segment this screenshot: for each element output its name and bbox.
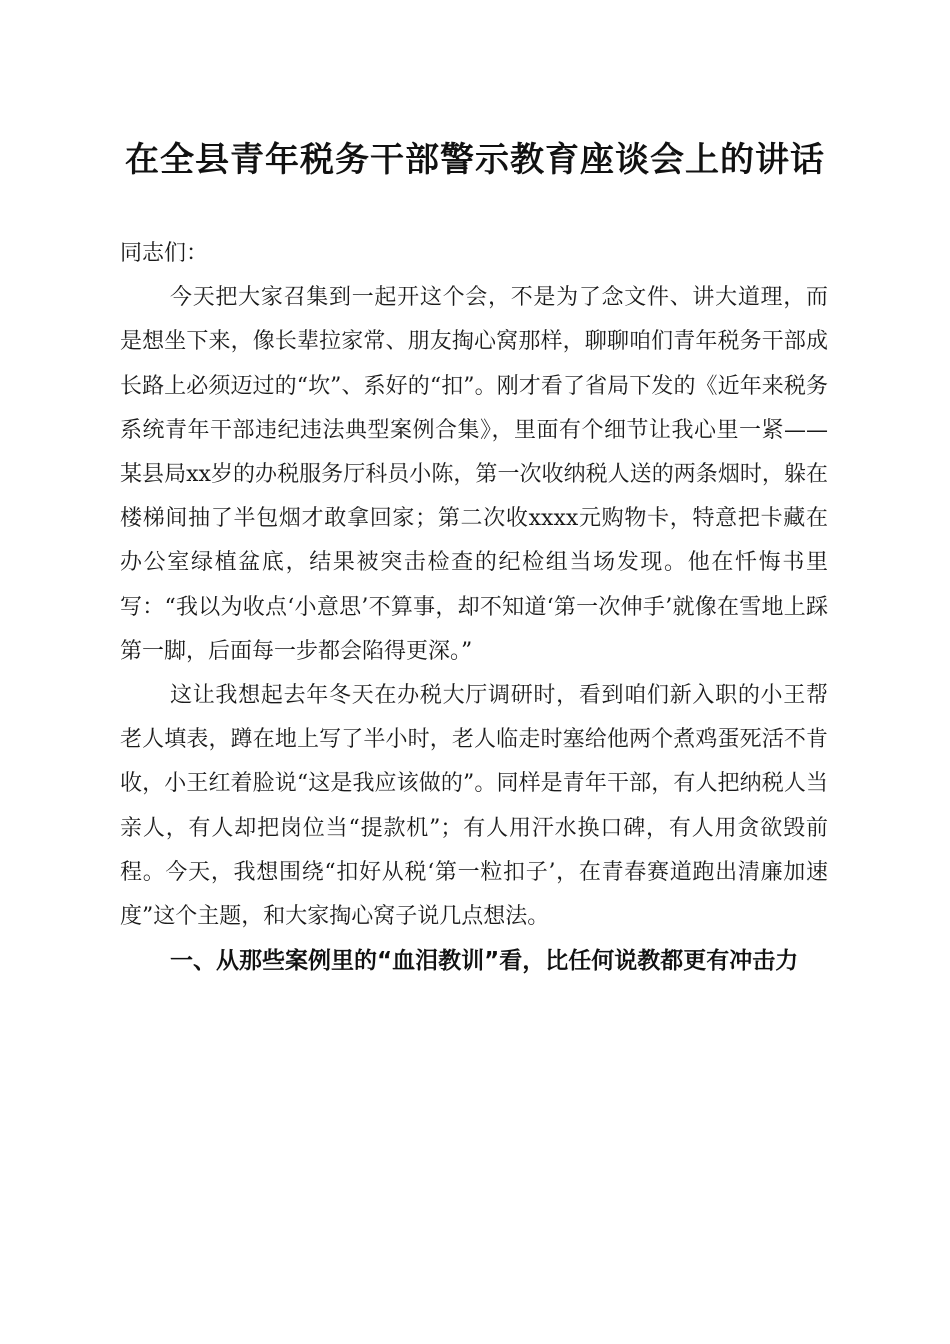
- document-title: 在全县青年税务干部警示教育座谈会上的讲话: [125, 140, 825, 180]
- paragraph-opening: 今天把大家召集到一起开这个会，不是为了念文件、讲大道理，而是想坐下来，像长辈拉家常、朋友掏心窝那样，聊聊咱们青年税务干部成长路上必须迈过的“坎”、系好的“扣”。刚才看了省局下发的《近年来税务系统青年干部违纪违法典型案例合集》，里面有个细节让我心里一紧——某县局xx岁的办税服务厅科员小陈，第一次收纳税人送的两条烟时，躲在楼梯间抽了半包烟才敢拿回家；第二次收xxxx元购物卡，特意把卡藏在办公室绿植盆底，结果被突击检查的纪检组当场发现。他在忏悔书里写：“我以为收点‘小意思’不算事，却不知道‘第一次伸手’就像在雪地上踩第一脚，后面每一步都会陷得更深。”: [120, 285, 828, 664]
- paragraph-contrast: 这让我想起去年冬天在办税大厅调研时，看到咱们新入职的小王帮老人填表，蹲在地上写了半小时，老人临走时塞给他两个煮鸡蛋死活不肯收，小王红着脸说“这是我应该做的”。同样是青年干部，有人把纳税人当亲人，有人却把岗位当“提款机”；有人用汗水换口碑，有人用贪欲毁前程。今天，我想围绕“扣好从税‘第一粒扣子’，在青春赛道跑出清廉加速度”这个主题，和大家掏心窝子说几点想法。: [120, 683, 828, 930]
- section-heading: 一、从那些案例里的“血泪教训”看，比任何说教都更有冲击力: [170, 948, 799, 975]
- document-body: [120, 232, 828, 983]
- salutation: 同志们：: [120, 241, 209, 266]
